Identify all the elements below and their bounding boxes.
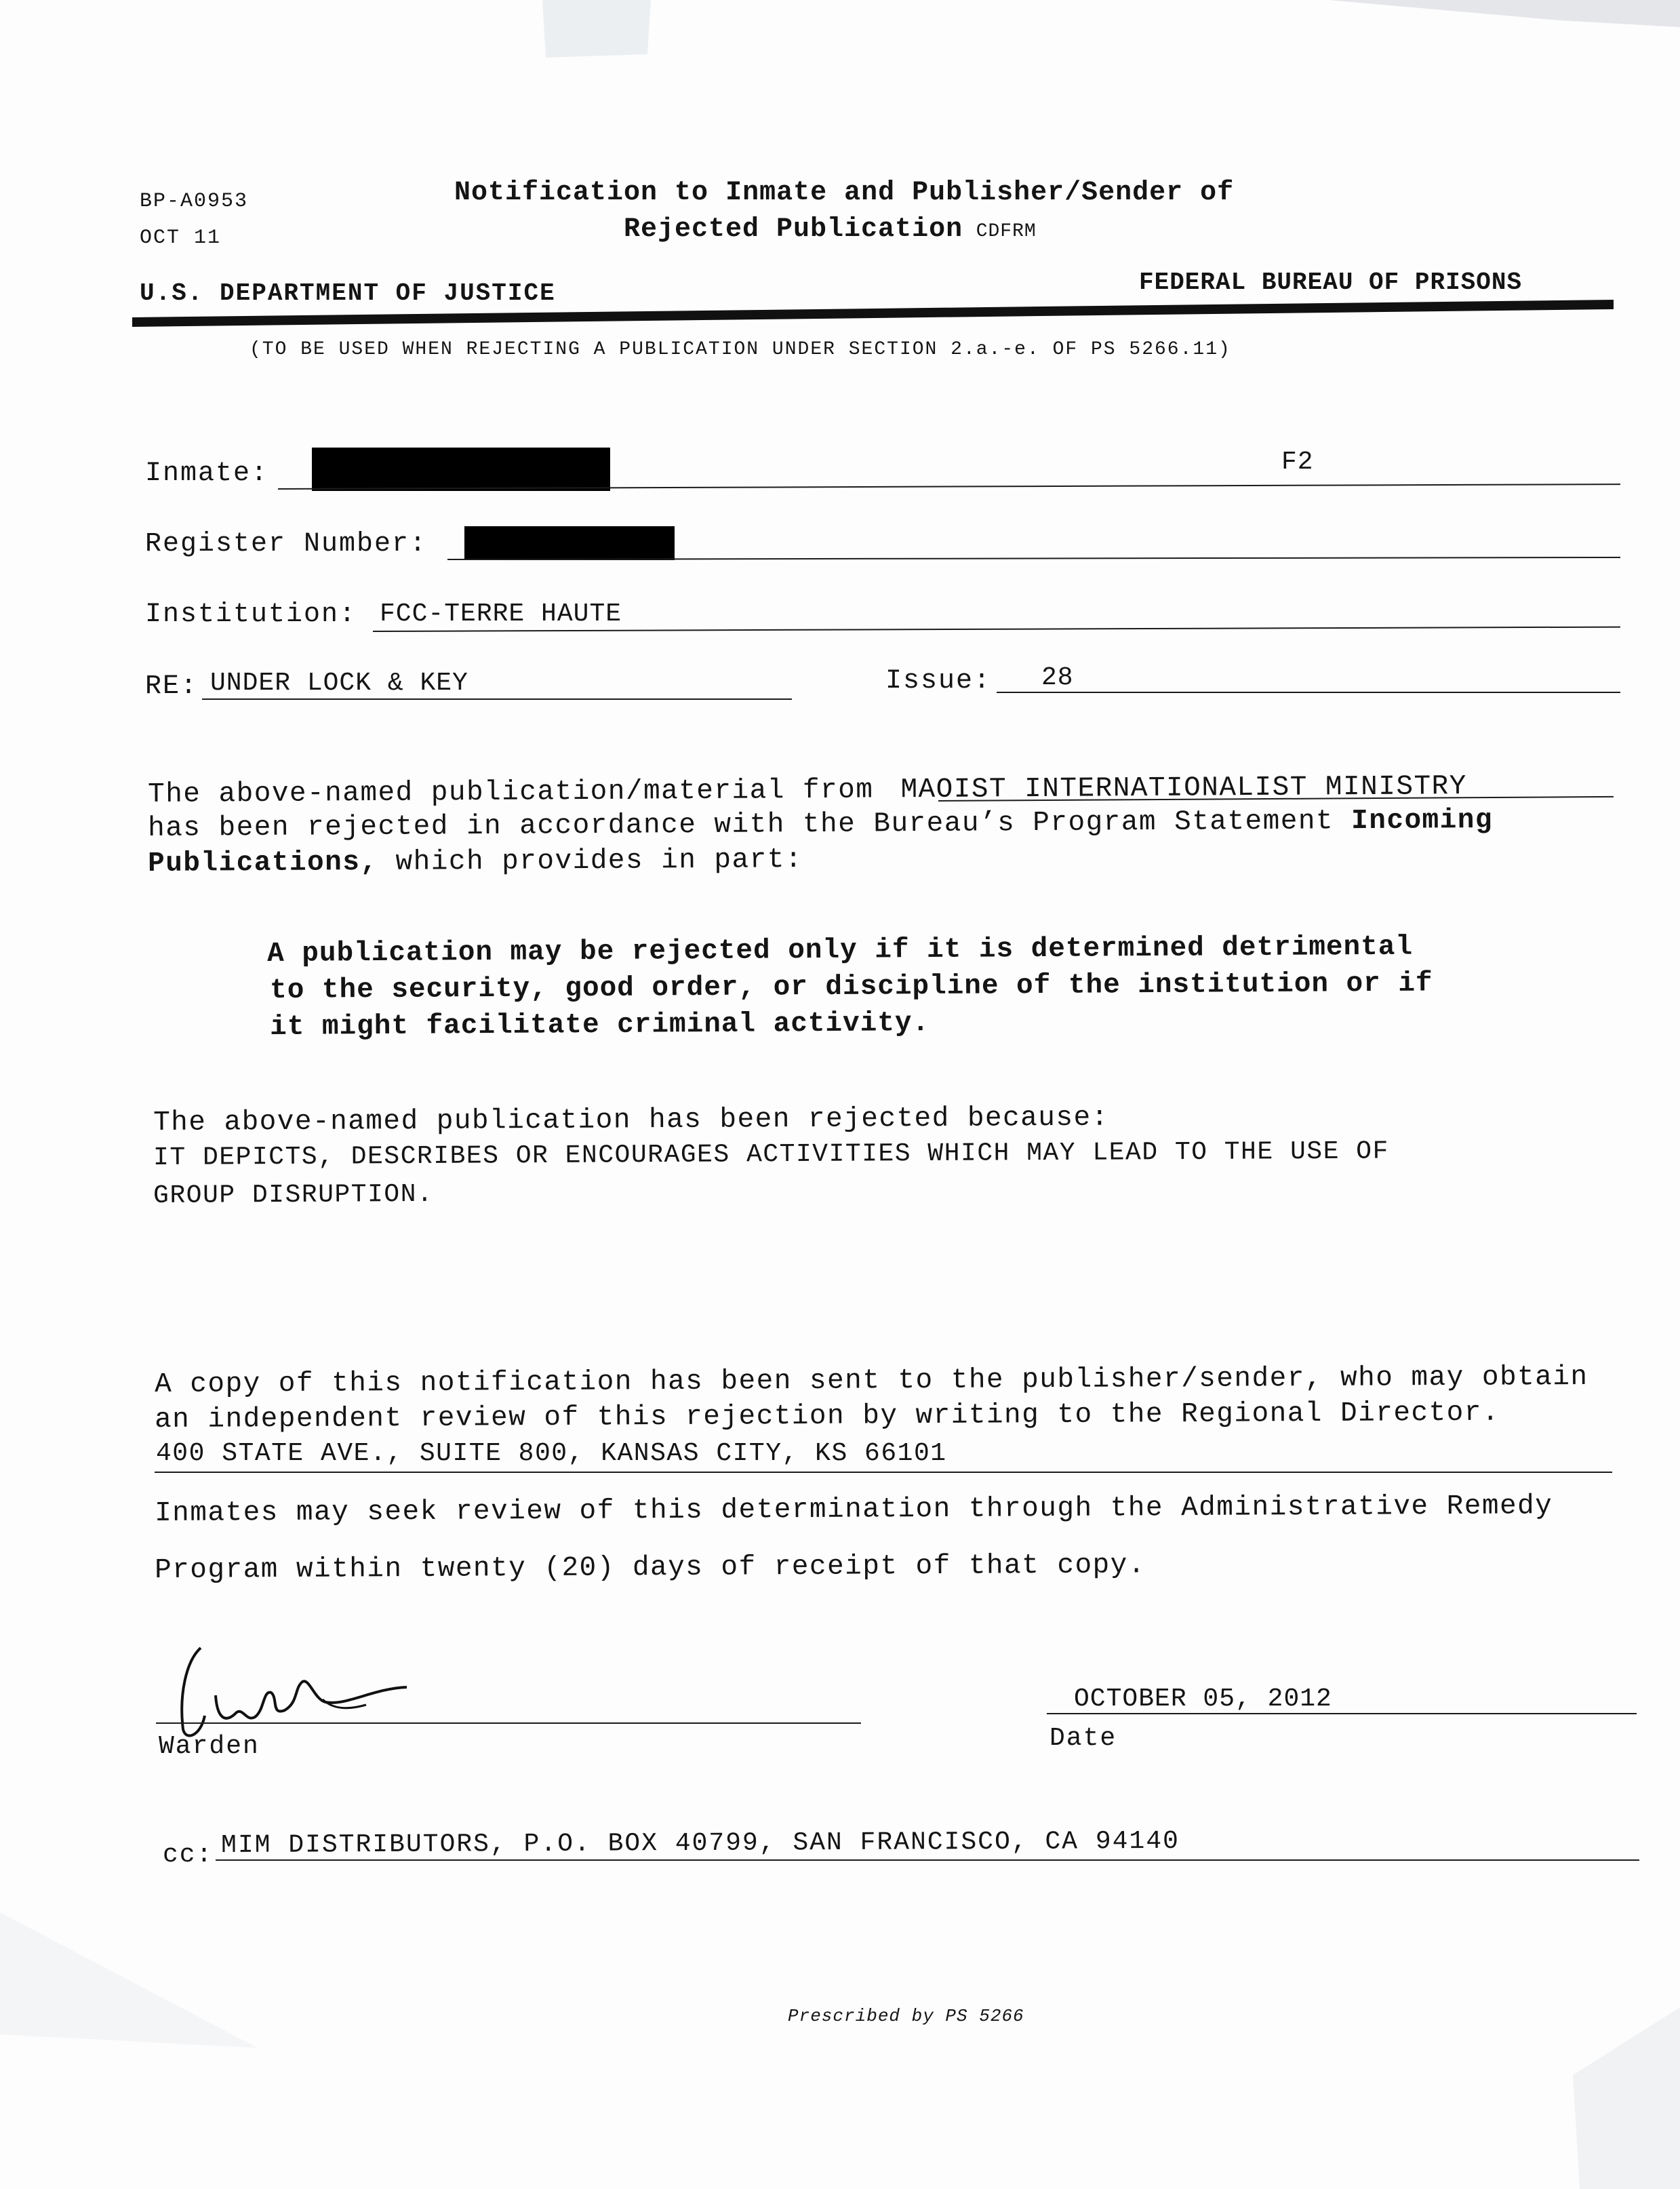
copy-notice-line-2: an independent review of this rejection by writing to the Regional Director. (155, 1397, 1500, 1436)
inmate-name-redaction (312, 448, 610, 491)
department-name: U.S. DEPARTMENT OF JUSTICE (140, 279, 556, 307)
form-title-line1: Notification to Inmate and Publisher/Sender of (454, 178, 1235, 208)
inmate-unit: F2 (1281, 448, 1314, 477)
policy-quote-line-3: it might facilitate criminal activity. (270, 1008, 930, 1043)
regional-director-address: 400 STATE AVE., SUITE 800, KANSAS CITY, KS 66101 (156, 1439, 947, 1468)
policy-name-part1: Incoming (1351, 804, 1494, 837)
institution-label: Institution: (145, 599, 357, 630)
regional-address-line (155, 1472, 1612, 1473)
review-notice-line-2: Program within twenty (20) days of receipt of that copy. (155, 1550, 1146, 1586)
inmate-label: Inmate: (145, 458, 269, 489)
source-publisher: MAOIST INTERNATIONALIST MINISTRY (900, 771, 1467, 806)
review-notice-line-1: Inmates may seek review of this determination through the Administrative Remedy (155, 1491, 1553, 1529)
date-label: Date (1049, 1724, 1117, 1753)
signature-date: OCTOBER 05, 2012 (1074, 1684, 1332, 1714)
issue-value: 28 (1041, 663, 1074, 692)
re-line (202, 698, 792, 700)
policy-quote-line-2: to the security, good order, or discipline of the institution or if (270, 968, 1433, 1006)
form-code: BP-A0953 (140, 190, 249, 213)
cc-recipient: MIM DISTRIBUTORS, P.O. BOX 40799, SAN FRANCISCO, CA 94140 (221, 1826, 1180, 1860)
paragraph-provides (148, 842, 803, 882)
prescribed-by: Prescribed by PS 5266 (788, 2006, 1024, 2026)
form-title-suffix: CDFRM (976, 221, 1037, 242)
register-number-redaction (464, 526, 675, 560)
reason-line-1: IT DEPICTS, DESCRIBES OR ENCOURAGES ACTIVITIES WHICH MAY LEAD TO THE USE OF (153, 1137, 1389, 1172)
re-label: RE: (145, 671, 199, 702)
register-number-label: Register Number: (145, 529, 428, 559)
policy-quote-line-1: A publication may be rejected only if it is determined detrimental (267, 931, 1414, 970)
form-date: OCT 11 (140, 226, 222, 250)
form-title-line2 (624, 214, 1037, 245)
copy-notice-line-1: A copy of this notification has been sent to the publisher/sender, who may obtain (155, 1361, 1588, 1400)
usage-instruction: (TO BE USED WHEN REJECTING A PUBLICATION UNDER SECTION 2.a.-e. OF PS 5266.11) (249, 339, 1231, 360)
warden-label: Warden (159, 1732, 260, 1761)
cc-label: cc: (163, 1840, 214, 1870)
policy-name-part2: Publications, (148, 846, 378, 880)
bureau-name: FEDERAL BUREAU OF PRISONS (1139, 269, 1523, 296)
form-title-text: Rejected Publication (624, 214, 963, 245)
provides-text: which provides in part: (395, 844, 803, 878)
reason-line-2: GROUP DISRUPTION. (153, 1179, 434, 1210)
signature-date-line (1047, 1713, 1637, 1714)
cc-line (216, 1859, 1639, 1861)
rejected-text: has been rejected in accordance with the Bureau’s Program Statement (148, 806, 1334, 844)
issue-line (997, 692, 1620, 693)
re-value: UNDER LOCK & KEY (210, 669, 468, 698)
header-thick-rule (132, 293, 1614, 327)
source-intro: The above-named publication/material from (148, 774, 874, 810)
issue-label: Issue: (885, 666, 992, 696)
reason-intro: The above-named publication has been rejected because: (153, 1102, 1109, 1139)
warden-signature-line (156, 1722, 861, 1724)
institution-value: FCC-TERRE HAUTE (380, 599, 622, 629)
